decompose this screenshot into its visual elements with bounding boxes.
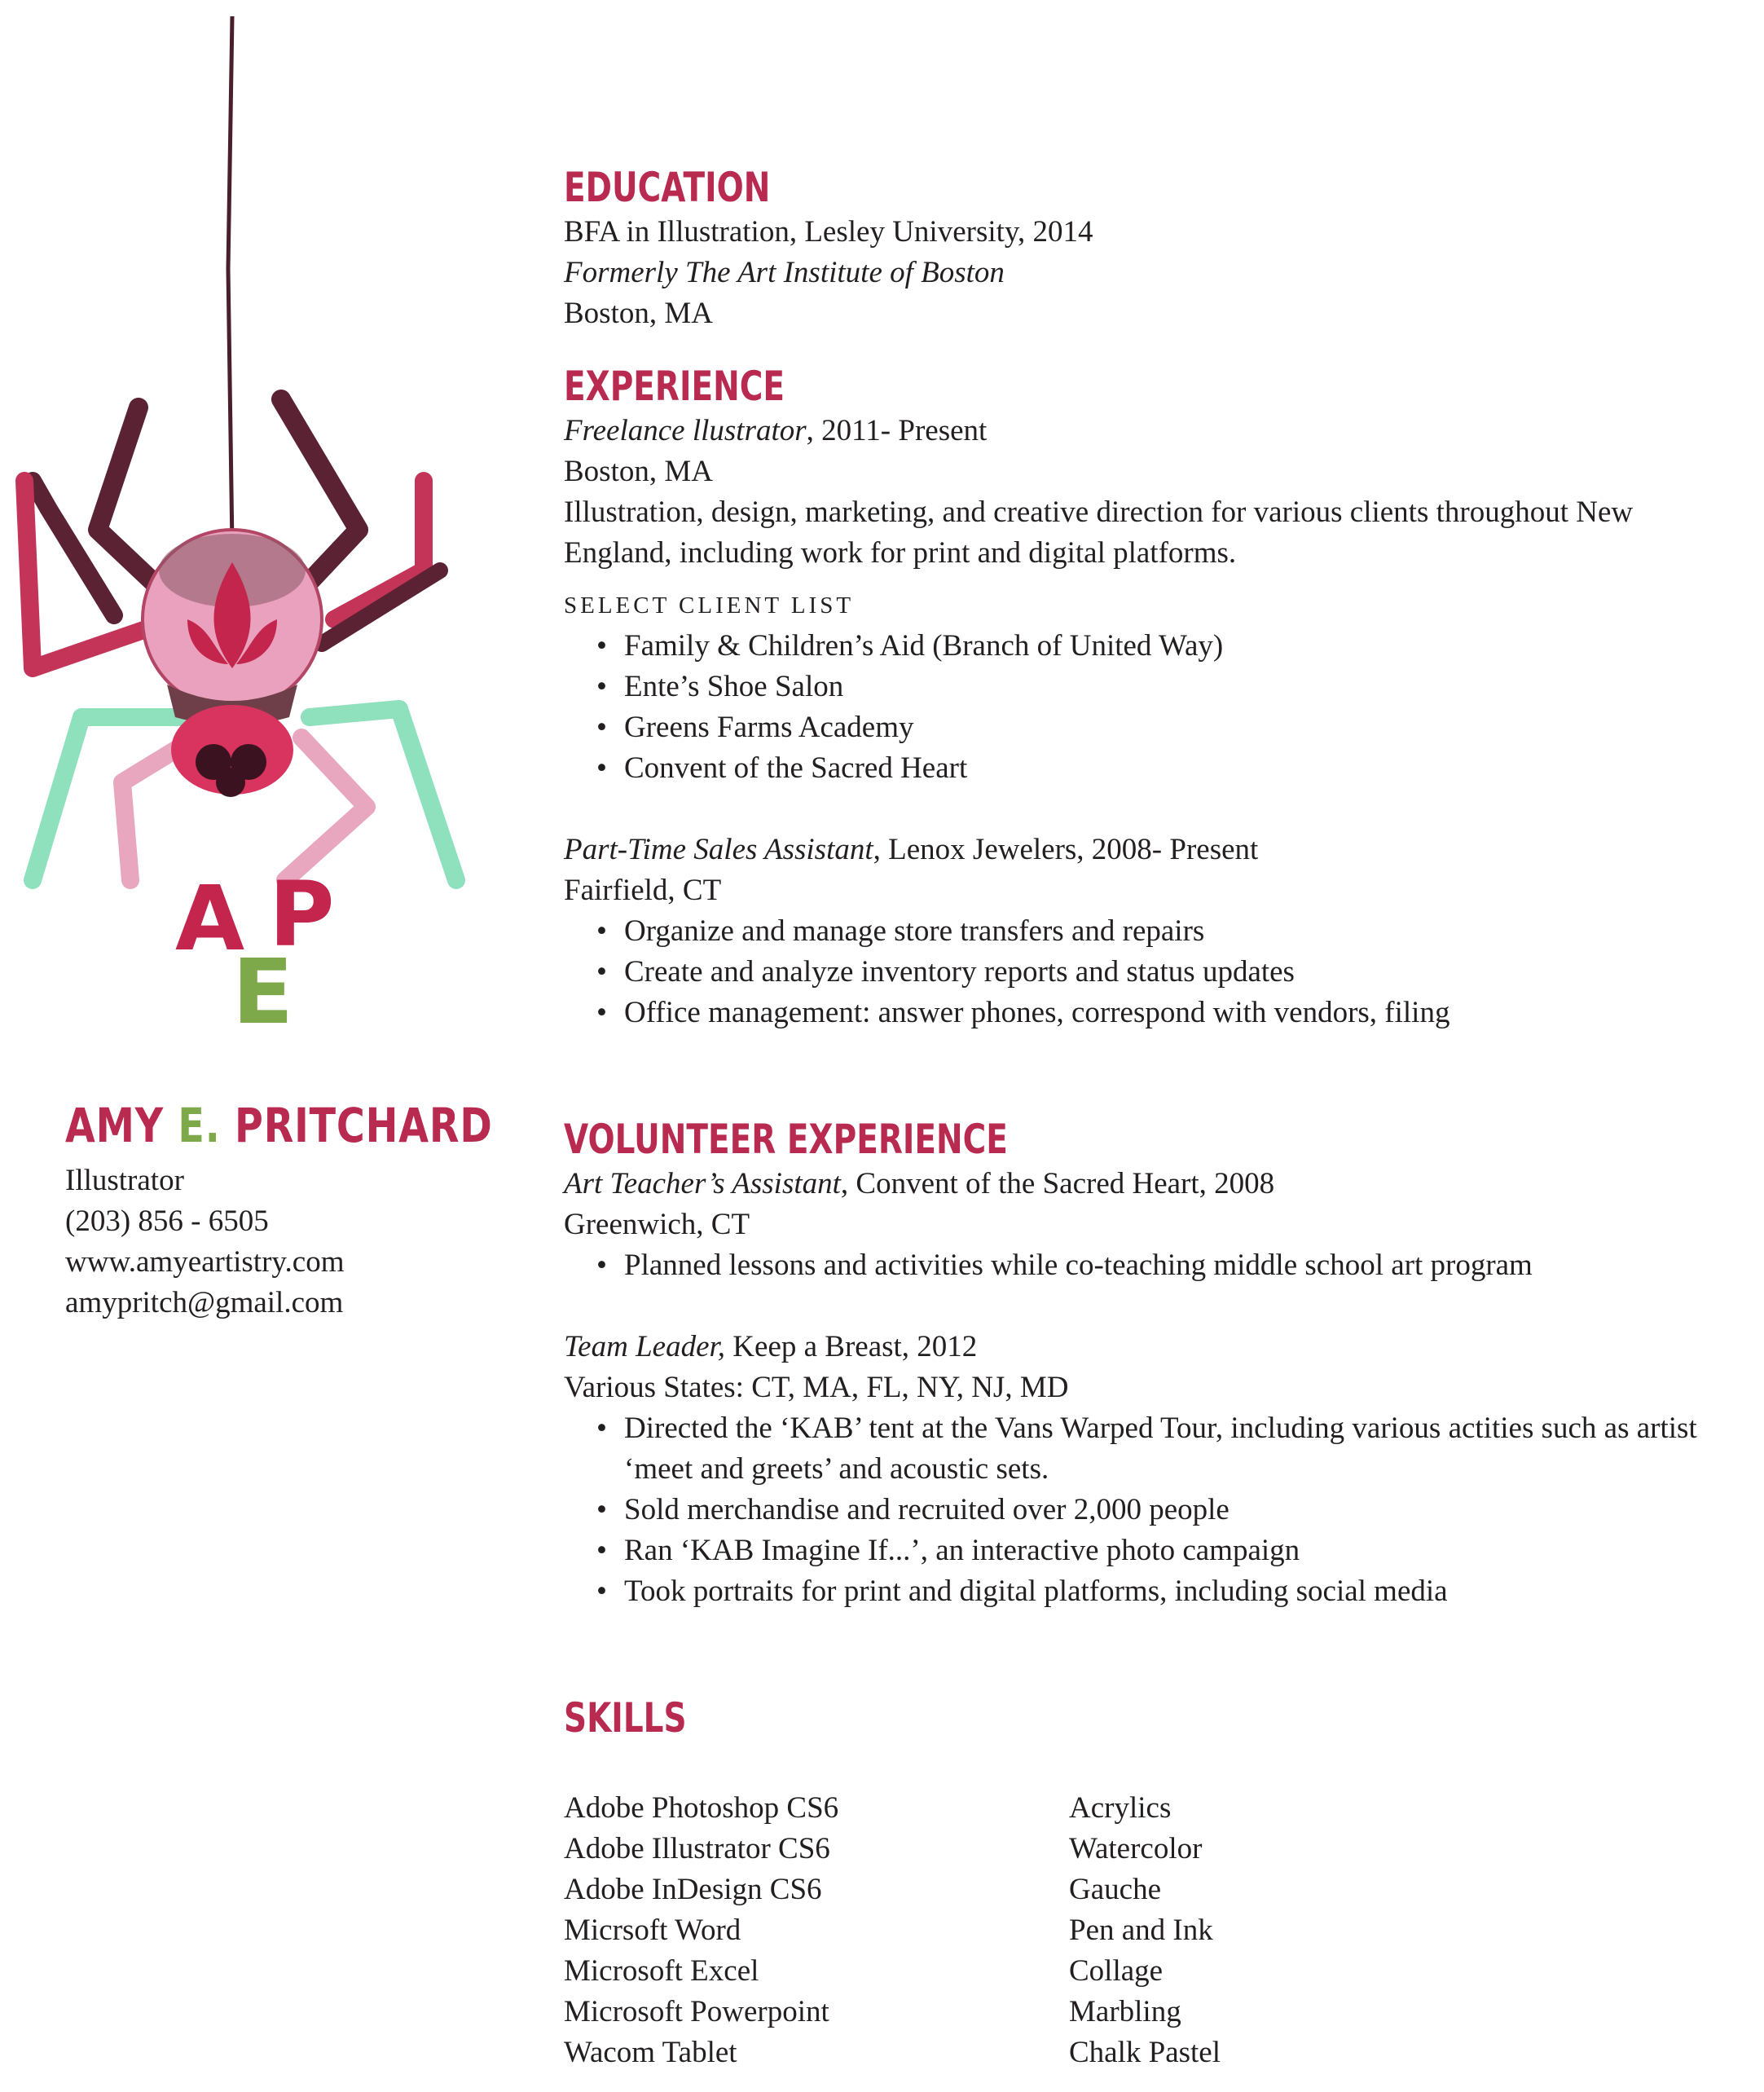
skills-columns <box>564 1788 1737 2073</box>
profile-email[interactable]: amypritch@gmail.com <box>65 1285 344 1319</box>
education-heading: EDUCATION <box>564 164 771 211</box>
experience-heading: EXPERIENCE <box>564 363 785 410</box>
job1-description: Illustration, design, marketing, and creative direction for various clients throughout New England, including work for print and digital platforms. <box>564 495 1634 570</box>
list-item: Pen and Ink <box>1069 1914 1213 1947</box>
software-skills <box>564 1788 1069 2073</box>
list-item: Marbling <box>1069 1995 1181 2028</box>
list-item: • Create and analyze inventory reports and status updates <box>596 952 1737 993</box>
list-item: • Convent of the Sacred Heart <box>596 748 1737 789</box>
list-item: • Ran ‘KAB Imagine If...’, an interactive photo campaign <box>596 1530 1737 1571</box>
logo-letter-e: E <box>232 940 294 1044</box>
job2-role: Part-Time Sales Assistant <box>564 833 873 866</box>
profile-website[interactable]: www.amyeartistry.com <box>65 1244 345 1279</box>
list-item: • Directed the ‘KAB’ tent at the Vans Warped Tour, including various actities such as artist ‘meet and greets’ and acoustic sets. <box>596 1408 1737 1490</box>
volunteer2-details: Keep a Breast, 2012 <box>725 1330 978 1363</box>
list-item: Chalk Pastel <box>1069 2036 1221 2069</box>
job2-duties <box>564 911 1737 1033</box>
education-location: Boston, MA <box>564 297 713 330</box>
list-item: • Office management: answer phones, correspond with vendors, filing <box>596 993 1737 1033</box>
volunteer1-title-line <box>564 1164 1737 1205</box>
list-item: Acrylics <box>1069 1791 1172 1825</box>
list-item: Micrsoft Word <box>564 1914 741 1947</box>
name-last: PRITCHARD <box>235 1098 493 1153</box>
list-item: • Took portraits for print and digital platforms, including social media <box>596 1571 1737 1612</box>
job2-title-line <box>564 830 1737 870</box>
list-item: Gauche <box>1069 1873 1161 1906</box>
name-first: AMY <box>65 1098 165 1153</box>
volunteer1-duties <box>564 1245 1737 1286</box>
list-item: Adobe InDesign CS6 <box>564 1873 822 1906</box>
profile-block <box>65 1100 521 1323</box>
resume-main <box>564 163 1737 2073</box>
media-skills <box>1069 1788 1574 2073</box>
spider-logo-illustration <box>0 0 489 1059</box>
job1-dates: , 2011- Present <box>806 414 988 447</box>
list-item: Microsoft Excel <box>564 1954 759 1988</box>
job2-location: Fairfield, CT <box>564 874 722 907</box>
volunteer-section <box>564 1115 1737 1612</box>
skills-section <box>564 1693 1737 2073</box>
education-formerly: Formerly The Art Institute of Boston <box>564 256 1005 289</box>
list-item: Microsoft Powerpoint <box>564 1995 829 2028</box>
education-section <box>564 163 1737 334</box>
profile-title: Illustrator <box>65 1163 184 1197</box>
list-item: • Planned lessons and activities while co-teaching middle school art program <box>596 1245 1737 1286</box>
client-list <box>564 626 1737 789</box>
volunteer2-duties <box>564 1408 1737 1612</box>
job1-title-line <box>564 411 1737 451</box>
volunteer2-location: Various States: CT, MA, FL, NY, NJ, MD <box>564 1371 1069 1404</box>
volunteer-heading: VOLUNTEER EXPERIENCE <box>564 1116 1008 1163</box>
list-item: • Sold merchandise and recruited over 2,000 people <box>596 1490 1737 1530</box>
client-list-heading: SELECT CLIENT LIST <box>564 592 855 619</box>
volunteer1-location: Greenwich, CT <box>564 1208 750 1241</box>
profile-phone: (203) 856 - 6505 <box>65 1204 269 1238</box>
list-item: Adobe Illustrator CS6 <box>564 1832 830 1865</box>
education-degree: BFA in Illustration, Lesley University, 2014 <box>564 215 1093 249</box>
list-item: • Greens Farms Academy <box>596 707 1737 748</box>
name-middle-initial: E. <box>178 1098 221 1153</box>
list-item: Wacom Tablet <box>564 2036 737 2069</box>
list-item: • Organize and manage store transfers and repairs <box>596 911 1737 952</box>
list-item: Adobe Photoshop CS6 <box>564 1791 839 1825</box>
logo-letter-p: P <box>269 862 335 967</box>
volunteer1-role: Art Teacher’s Assistant <box>564 1167 841 1200</box>
list-item: Collage <box>1069 1954 1164 1988</box>
list-item: • Family & Children’s Aid (Branch of United Way) <box>596 626 1737 667</box>
logo-letter-a: A <box>175 866 245 971</box>
job1-role: Freelance llustrator <box>564 414 807 447</box>
profile-name <box>65 1098 493 1153</box>
skills-heading: SKILLS <box>564 1694 687 1742</box>
list-item: Watercolor <box>1069 1832 1203 1865</box>
experience-section <box>564 362 1737 1033</box>
volunteer2-role: Team Leader, <box>564 1330 726 1363</box>
list-item: • Ente’s Shoe Salon <box>596 667 1737 707</box>
volunteer2-title-line <box>564 1327 1737 1368</box>
job1-location: Boston, MA <box>564 455 713 488</box>
volunteer1-details: , Convent of the Sacred Heart, 2008 <box>840 1167 1275 1200</box>
job2-details: , Lenox Jewelers, 2008- Present <box>873 833 1259 866</box>
